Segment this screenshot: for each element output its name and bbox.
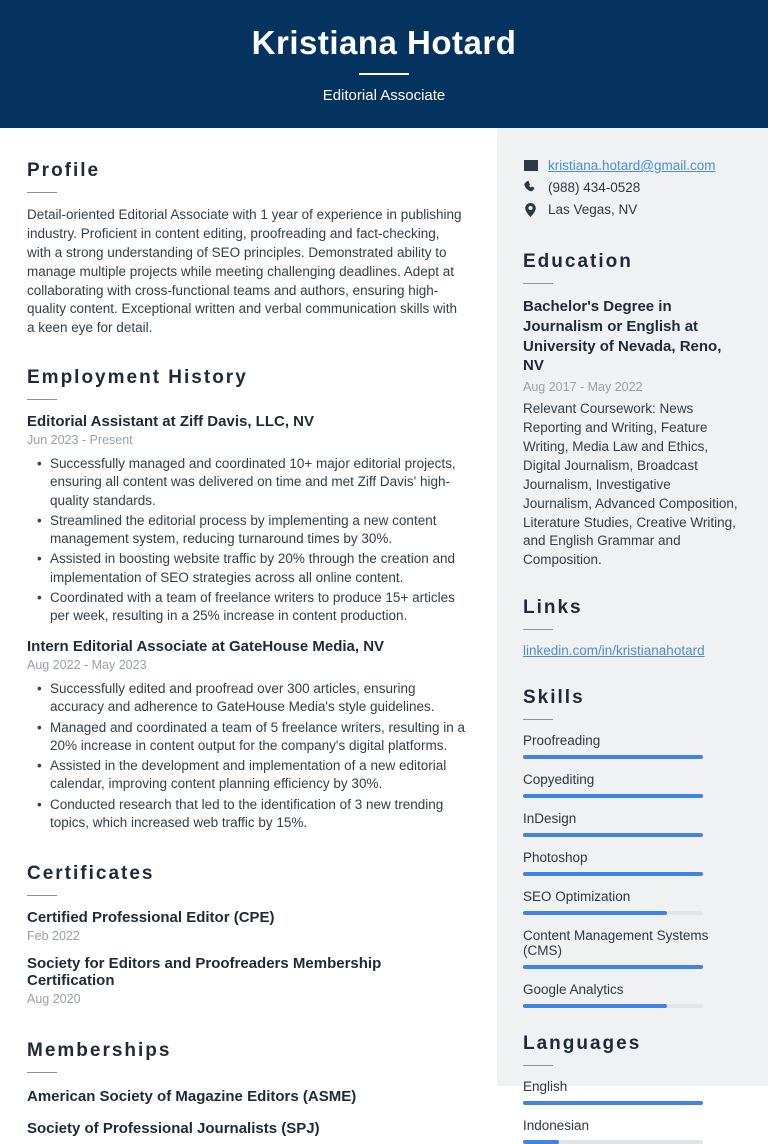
job-bullet: • Conducted research that led to the identification of 3 new trending topics, which increased web traffic by 15%. xyxy=(27,796,467,832)
skill-item xyxy=(523,850,740,876)
language-item xyxy=(523,1118,740,1144)
skill-item xyxy=(523,811,740,837)
contact-block xyxy=(523,158,740,217)
section-profile xyxy=(27,160,467,338)
section-divider xyxy=(523,283,553,284)
degree-title: Bachelor's Degree in Journalism or English at University of Nevada, Reno, NV xyxy=(523,298,722,375)
certificate-entry xyxy=(27,955,467,1006)
skill-item xyxy=(523,889,740,915)
section-divider xyxy=(27,399,57,400)
employment-heading: Employment History xyxy=(27,367,248,389)
sidebar xyxy=(497,128,768,1134)
section-links xyxy=(523,597,740,658)
skill-name: Content Management Systems (CMS) xyxy=(523,928,709,959)
skill-name: Photoshop xyxy=(523,850,588,866)
language-name: English xyxy=(523,1079,568,1095)
language-bar xyxy=(523,1140,703,1144)
certificate-title: Society for Editors and Proofreaders Membership Certification xyxy=(27,954,382,989)
certificate-title: Certified Professional Editor (CPE) xyxy=(27,908,275,926)
skill-item xyxy=(523,928,740,969)
envelope-icon xyxy=(523,158,538,173)
skill-name: Proofreading xyxy=(523,733,601,749)
skill-item xyxy=(523,733,740,759)
skill-name: InDesign xyxy=(523,811,577,827)
language-bar xyxy=(523,1101,703,1105)
skill-bar xyxy=(523,872,703,876)
links-heading: Links xyxy=(523,597,583,619)
main-column xyxy=(0,128,497,1137)
job-bullet: • Streamlined the editorial process by implementing a new content management system, reducing turnaround times by 30%. xyxy=(27,512,467,548)
job-entry xyxy=(27,638,467,832)
job-entry-dates: Aug 2022 - May 2023 xyxy=(27,658,147,673)
section-skills xyxy=(523,687,740,1008)
membership-title: Society of Professional Journalists (SPJ) xyxy=(27,1119,320,1137)
map-pin-icon xyxy=(523,202,538,217)
contact-location-row xyxy=(523,202,740,217)
section-divider xyxy=(523,719,553,720)
linkedin-link[interactable]: linkedin.com/in/kristianahotard xyxy=(523,643,705,659)
skills-heading: Skills xyxy=(523,687,585,709)
skill-name: Google Analytics xyxy=(523,982,624,998)
name-divider xyxy=(359,73,409,75)
job-bullet: • Assisted in the development and implementation of a new editorial calendar, improving content planning efficiency by 30%. xyxy=(27,757,467,793)
certificate-entry xyxy=(27,909,467,943)
job-bullet-list xyxy=(27,680,467,832)
job-bullet: • Coordinated with a team of freelance writers to produce 15+ articles per week, resulting in a 25% increase in content production. xyxy=(27,589,467,625)
profile-heading: Profile xyxy=(27,160,101,181)
location-text: Las Vegas, NV xyxy=(548,202,638,217)
certificate-date: Aug 2020 xyxy=(27,991,81,1006)
skill-name: SEO Optimization xyxy=(523,889,631,905)
skill-bar xyxy=(523,911,703,915)
email-link[interactable]: kristiana.hotard@gmail.com xyxy=(548,158,716,173)
education-description: Relevant Coursework: News Reporting and Writing, Feature Writing, Media Law and Ethics, Digital Journalism, Broadcast Journalism, Investigative Journalism, Advanced Composition, Literature Studies, Creative Writing, and English Grammar and Composition. xyxy=(523,401,738,568)
section-divider xyxy=(523,629,553,630)
resume-header xyxy=(0,0,768,128)
phone-icon xyxy=(523,180,538,195)
certificate-date: Feb 2022 xyxy=(27,928,80,943)
section-certificates xyxy=(27,863,467,1006)
job-title: Editorial Associate xyxy=(322,87,446,104)
section-education xyxy=(523,251,740,570)
section-memberships xyxy=(27,1040,467,1137)
job-bullet: • Assisted in boosting website traffic by 20% through the creation and implementation of SEO strategies across all online content. xyxy=(27,550,467,586)
section-employment-history xyxy=(27,367,467,832)
job-bullet-list xyxy=(27,455,467,625)
section-divider xyxy=(27,1072,57,1073)
job-bullet: • Successfully managed and coordinated 10+ major editorial projects, ensuring all content was delivered on time and met Ziff Davis' high-quality standards. xyxy=(27,455,467,510)
job-entry-dates: Jun 2023 - Present xyxy=(27,433,133,448)
job-bullet: • Managed and coordinated a team of 5 freelance writers, resulting in a 20% increase in content output for the company's digital platforms. xyxy=(27,719,467,755)
languages-heading: Languages xyxy=(523,1033,642,1055)
skill-bar xyxy=(523,965,703,969)
section-divider xyxy=(27,192,57,193)
section-divider xyxy=(27,895,57,896)
person-name: Kristiana Hotard xyxy=(251,24,517,61)
job-entry xyxy=(27,413,467,625)
skill-item xyxy=(523,772,740,798)
skill-bar xyxy=(523,1004,703,1008)
education-dates: Aug 2017 - May 2022 xyxy=(523,380,643,395)
skill-bar xyxy=(523,833,703,837)
job-entry-title: Intern Editorial Associate at GateHouse Media, NV xyxy=(27,638,385,656)
contact-email-row xyxy=(523,158,740,173)
job-entry-title: Editorial Assistant at Ziff Davis, LLC, NV xyxy=(27,413,314,431)
section-divider xyxy=(523,1065,553,1066)
skill-bar xyxy=(523,794,703,798)
job-bullet: • Successfully edited and proofread over 300 articles, ensuring accuracy and adherence to GateHouse Media's style guidelines. xyxy=(27,680,467,716)
education-heading: Education xyxy=(523,251,633,272)
skill-bar xyxy=(523,755,703,759)
section-languages xyxy=(523,1033,740,1144)
memberships-heading: Memberships xyxy=(27,1039,172,1061)
skill-name: Copyediting xyxy=(523,772,595,788)
profile-text: Detail-oriented Editorial Associate with 1 year of experience in publishing industry. Proficient in content editing, proofreading and fact-checking, with a strong understanding of SEO principles. Demonstrated ability to manage multiple projects while meeting challenging deadlines. Adept at collaborating with cross-functional teams and authors, ensuring high-quality content. Exceptional written and verbal communication skills with a keen eye for detail. xyxy=(27,207,462,336)
contact-phone-row xyxy=(523,180,740,195)
certificates-heading: Certificates xyxy=(27,862,155,884)
language-name: Indonesian xyxy=(523,1118,590,1134)
phone-number: (988) 434-0528 xyxy=(548,180,641,195)
membership-title: American Society of Magazine Editors (ASME) xyxy=(27,1087,357,1105)
skill-item xyxy=(523,982,740,1008)
language-item xyxy=(523,1079,740,1105)
